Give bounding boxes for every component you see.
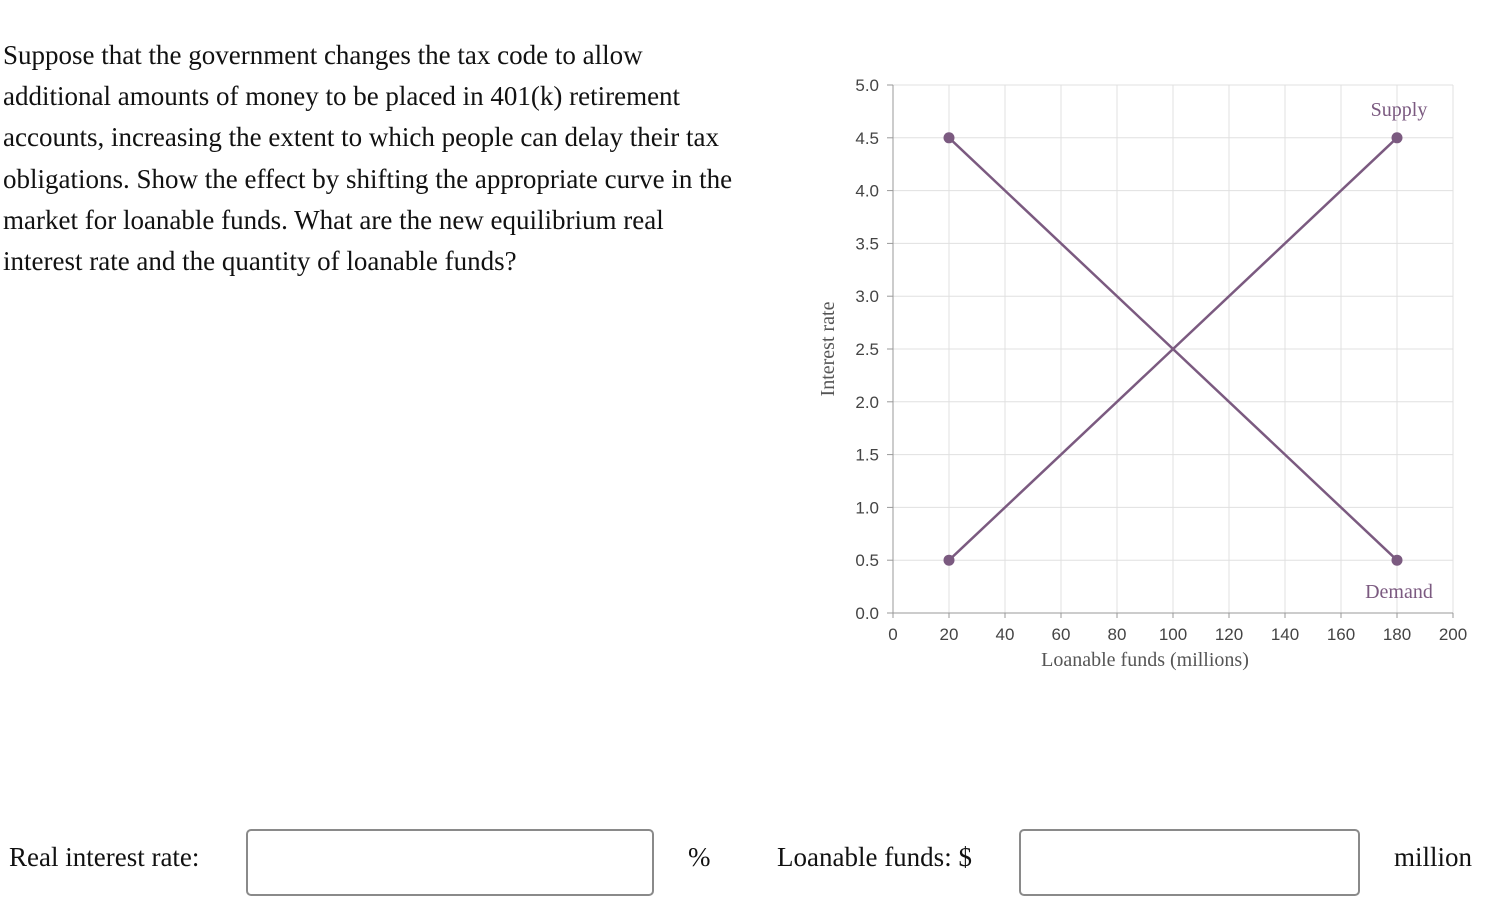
series [944,99,1433,603]
x-tick-label: 60 [1051,625,1071,644]
demand-curve-label: Demand [1365,581,1433,604]
million-unit-label: million [1394,842,1473,872]
percent-unit-label: % [688,842,711,872]
y-tick-label: 1.0 [855,498,879,518]
demand-curve-handle[interactable] [944,132,955,143]
x-tick-label: 0 [888,625,898,644]
y-tick-label: 5.0 [855,76,879,95]
x-axis-label: Loanable funds (millions) [1041,649,1249,671]
y-tick-label: 3.0 [855,287,879,307]
supply-curve-label: Supply [1370,98,1428,121]
y-tick-label: 1.5 [855,445,879,465]
real-interest-rate-label: Real interest rate: [9,842,200,872]
x-tick-label: 140 [1270,625,1300,644]
y-tick-label: 0.0 [855,604,879,623]
y-tick-label: 4.0 [855,181,879,201]
y-tick-label: 0.5 [855,551,879,571]
x-tick-label: 80 [1107,625,1127,644]
y-tick-label: 2.5 [855,340,879,359]
y-tick-label: 2.0 [855,392,879,412]
supply-curve-handle[interactable] [1392,132,1403,143]
x-tick-label: 160 [1326,625,1356,644]
y-tick-label: 3.5 [855,234,879,254]
question-text: Suppose that the government changes the tax code to allow additional amounts of money to be placed in 401(k) retirement accounts, increasing the extent to which people can delay their tax obligations. Show the effect by shifting the appropriate curve in the market for loanable funds. What are the new equilibrium real interest rate and the quantity of loanable funds? [3,40,733,277]
y-tick-label: 4.5 [855,128,879,148]
x-tick-label: 20 [939,625,959,644]
x-tick-label: 180 [1382,625,1412,644]
x-tick-label: 120 [1214,625,1244,644]
loanable-funds-label: Loanable funds: $ [777,842,972,872]
x-tick-label: 200 [1438,625,1468,644]
y-axis-label: Interest rate [817,301,839,397]
real-interest-rate-input[interactable] [246,829,654,896]
loanable-funds-input[interactable] [1019,829,1360,896]
demand-curve-handle[interactable] [1392,555,1403,566]
supply-curve-handle[interactable] [944,555,955,566]
x-tick-label: 100 [1158,625,1188,644]
x-tick-label: 40 [995,625,1015,644]
